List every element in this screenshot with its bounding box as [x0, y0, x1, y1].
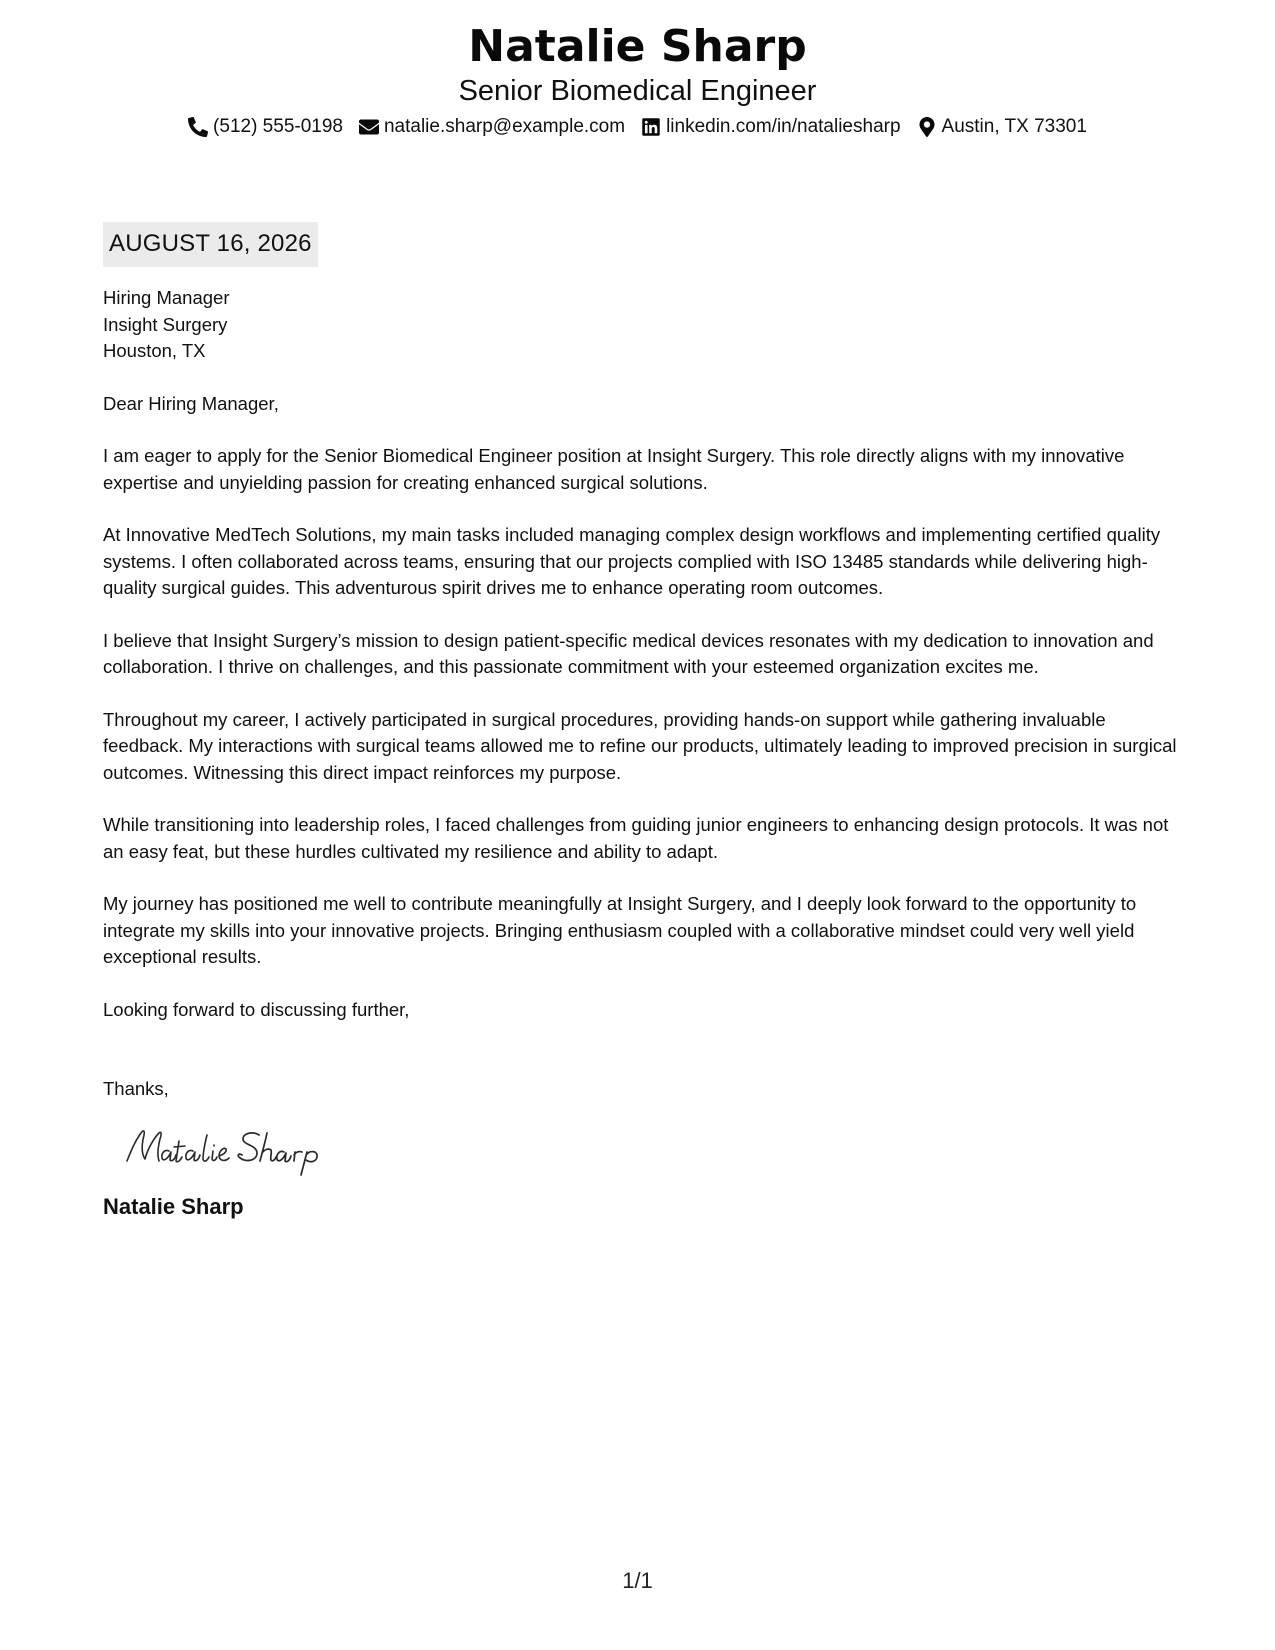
phone-icon	[188, 117, 208, 137]
letter-date: AUGUST 16, 2026	[103, 222, 318, 267]
body-paragraph: While transitioning into leadership roles, I faced challenges from guiding junior engineers to enhancing design protocols. It was not an easy feat, but these hurdles cultivated my resilience and ability to adapt.	[103, 814, 1169, 862]
applicant-name: Natalie Sharp	[468, 21, 807, 72]
linkedin-text: linkedin.com/in/nataliesharp	[666, 116, 901, 137]
body-paragraph: At Innovative MedTech Solutions, my main tasks included managing complex design workflows and implementing certified quality systems. I often collaborated across teams, ensuring that our projects complied with ISO 13485 standards while delivering high-quality surgical guides. This adventurous spirit drives me to enhance operating room outcomes.	[103, 524, 1161, 598]
salutation: Dear Hiring Manager,	[103, 392, 279, 414]
body-paragraph: My journey has positioned me well to contribute meaningfully at Insight Surgery, and I deeply look forward to the opportunity to integrate my skills into your innovative projects. Bringing enthusiasm coupled with a collaborative mindset could very well yield exceptional results.	[103, 893, 1137, 967]
letter-body	[103, 222, 1178, 1221]
handwritten-signature	[121, 1121, 1178, 1191]
body-paragraph: Throughout my career, I actively participated in surgical procedures, providing hands-on support while gathering invaluable feedback. My interactions with surgical teams allowed me to refine our products, ultimately leading to improved precision in surgical outcomes. Witnessing this direct impact reinforces my purpose.	[103, 708, 1177, 783]
recipient-block	[103, 285, 1178, 365]
recipient-line: Insight Surgery	[103, 313, 228, 335]
letter-header	[0, 20, 1275, 140]
body-paragraph: I am eager to apply for the Senior Biomedical Engineer position at Insight Surgery. This role directly aligns with my innovative expertise and unyielding passion for creating enhanced surgical solutions.	[103, 445, 1125, 493]
signature-image	[121, 1121, 351, 1177]
contact-email[interactable]	[359, 114, 625, 140]
contact-location	[917, 114, 1087, 140]
closing-line: Looking forward to discussing further,	[103, 998, 410, 1020]
map-marker-icon	[917, 117, 937, 137]
contact-linkedin[interactable]	[641, 114, 900, 140]
contact-info	[0, 114, 1275, 140]
body-paragraph: I believe that Insight Surgery’s mission to design patient-specific medical devices resonates with my dedication to innovation and collaboration. I thrive on challenges, and this passionate commitment with your esteemed organization excites me.	[103, 629, 1154, 677]
page-indicator: 1/1	[622, 1568, 653, 1593]
applicant-title: Senior Biomedical Engineer	[458, 75, 817, 107]
envelope-icon	[359, 117, 379, 137]
phone-text: (512) 555-0198	[213, 116, 343, 137]
location-text: Austin, TX 73301	[941, 116, 1087, 137]
signoff-name: Natalie Sharp	[103, 1193, 244, 1219]
linkedin-icon	[641, 117, 661, 137]
recipient-line: Hiring Manager	[103, 287, 230, 308]
thanks-line: Thanks,	[103, 1078, 169, 1099]
recipient-line: Houston, TX	[103, 340, 206, 361]
contact-phone[interactable]	[188, 114, 343, 140]
email-text: natalie.sharp@example.com	[383, 116, 626, 137]
